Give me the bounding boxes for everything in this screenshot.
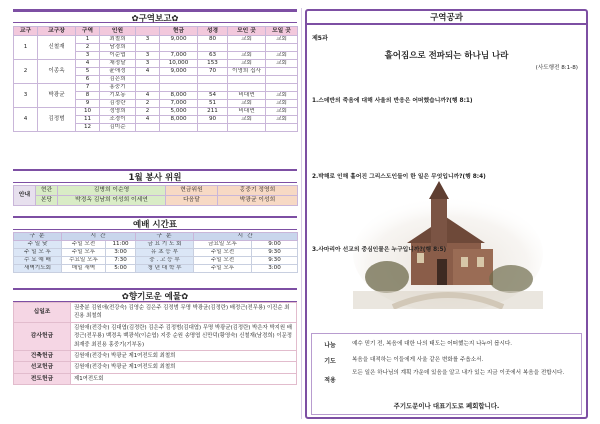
table-cell: 교회 <box>266 100 298 108</box>
offering-label: 건축헌금 <box>14 351 71 362</box>
table-cell <box>266 68 298 76</box>
table-row <box>14 84 298 92</box>
table-cell: 7 <box>76 84 100 92</box>
table-cell: 교회 <box>266 52 298 60</box>
table-cell: 주일 오후 <box>194 265 252 273</box>
table-cell: 2 <box>136 108 160 116</box>
lesson-application-box <box>311 333 582 415</box>
table-cell: 청 년 대 학 부 <box>136 265 194 273</box>
table-cell: 10,000 <box>160 60 198 68</box>
offering-row <box>14 351 297 362</box>
col-header: 시 간 <box>62 233 136 241</box>
volunteer-row <box>14 196 298 206</box>
volunteer-cell: 홍중기 정영희 <box>218 186 298 196</box>
offering-label: 십일조 <box>14 303 71 323</box>
table-cell: 최철희 <box>100 36 136 44</box>
offering-label: 전도헌금 <box>14 373 71 384</box>
table-cell: 3 <box>136 36 160 44</box>
volunteer-table <box>13 185 298 206</box>
table-cell: 4 <box>136 68 160 76</box>
table-row <box>14 257 298 265</box>
col-header: 교구장 <box>38 27 76 36</box>
offering-row <box>14 322 297 350</box>
table-cell <box>228 44 266 52</box>
lesson-panel <box>305 9 588 419</box>
volunteer-row <box>14 186 298 196</box>
prayer-label: 기도 <box>324 358 336 365</box>
col-header: 현금 <box>160 27 198 36</box>
table-cell: 90 <box>198 116 228 124</box>
col-header: 성경 <box>198 27 228 36</box>
table-cell: 2 <box>14 60 38 84</box>
table-cell <box>198 44 228 52</box>
volunteer-cell: 현금위원 <box>166 186 218 196</box>
table-cell: 9 <box>76 100 100 108</box>
col-header: 구 분 <box>136 233 194 241</box>
offering-table <box>13 302 297 385</box>
table-cell: 김정란 <box>100 100 136 108</box>
table-cell: 주일 오전 <box>62 241 106 249</box>
leaf-icon: ✿ <box>121 292 129 302</box>
prayer-text: 복음을 대적하는 이들에게 사울 같은 변화를 주옵소서. <box>352 357 484 363</box>
table-cell: 수 요 예 배 <box>14 257 62 265</box>
offering-names: 제1여전도회 <box>71 373 297 384</box>
table-cell: 수요일 오후 <box>62 257 106 265</box>
table-cell: 8,000 <box>160 92 198 100</box>
table-cell: 김정범 <box>38 108 76 132</box>
share-text: 예수 믿기 전, 복음에 대한 나의 태도는 어떠했는지 나누어 봅시다. <box>352 341 513 347</box>
table-cell: 1 <box>76 36 100 44</box>
table-cell <box>136 124 160 132</box>
table-cell: 유 초 등 부 <box>136 249 194 257</box>
leaf-icon: ✿ <box>181 292 189 302</box>
table-cell: 4 <box>14 108 38 132</box>
table-cell: 교회 <box>266 108 298 116</box>
table-cell <box>160 124 198 132</box>
table-cell: 3 <box>14 84 38 108</box>
table-cell: 9,000 <box>160 36 198 44</box>
flower-icon: ✿ <box>131 14 139 24</box>
table-cell: 교회 <box>228 116 266 124</box>
table-cell <box>266 44 298 52</box>
table-cell: 4 <box>76 60 100 68</box>
table-cell: 이영희 집사 <box>228 68 266 76</box>
question-1: 1.스데반의 죽음에 대해 사울의 반응은 어떠했습니까?(행 8:1) <box>312 98 473 104</box>
offering-names: 김원애(전강숙) 박광균 제1여전도회 최철희 <box>71 351 297 362</box>
table-cell: 이순엽 <box>100 52 136 60</box>
volunteer-cell: 박경옥 김남희 이성희 이세연 <box>58 196 166 206</box>
table-cell: 1 <box>14 36 38 60</box>
table-cell: 11:00 <box>106 241 136 249</box>
volunteer-cell: 다음달 <box>166 196 218 206</box>
col-header: 구역 <box>76 27 100 36</box>
table-cell: 교회 <box>266 92 298 100</box>
table-cell: 63 <box>198 52 228 60</box>
flower-icon: ✿ <box>171 14 179 24</box>
table-cell: 80 <box>198 36 228 44</box>
table-row <box>14 108 298 116</box>
table-cell: 2 <box>136 100 160 108</box>
volunteer-cell: 본당 <box>36 196 58 206</box>
table-cell: 금 요 기 도 회 <box>136 241 194 249</box>
offering-names: 김원애(전강숙) 김대엽(김정란) 김은주 김정범(김대엽) 무명 박광균(김정란) 박은자 박지원 배정근(전무룡) 백경옥 백광석(이순엽) 지중 순원 송명엽 신만덕(황영숙) 신철재(남경희) 이문정 최재중 최진용 홍중기(기부동) <box>71 322 297 350</box>
table-cell: 211 <box>198 108 228 116</box>
table-cell: 교회 <box>228 100 266 108</box>
table-cell: 주일 오후 <box>62 249 106 257</box>
table-cell: 홍중기 <box>100 84 136 92</box>
worship-header-row <box>14 233 298 241</box>
table-cell: 5,000 <box>160 108 198 116</box>
table-cell: 박광균 <box>38 84 76 108</box>
table-cell: 이종옥 <box>38 60 76 84</box>
table-cell: 9:30 <box>252 249 298 257</box>
table-cell: 9:30 <box>252 257 298 265</box>
table-row <box>14 241 298 249</box>
table-cell: 9,000 <box>160 68 198 76</box>
table-cell: 교회 <box>266 116 298 124</box>
table-cell: 153 <box>198 60 228 68</box>
offering-label: 선교헌금 <box>14 362 71 373</box>
table-cell: 9:00 <box>252 241 298 249</box>
table-cell: 3:00 <box>252 265 298 273</box>
table-cell: 11 <box>76 116 100 124</box>
share-label: 나눔 <box>324 342 336 349</box>
table-cell: 기보동 <box>100 92 136 100</box>
table-row <box>14 36 298 44</box>
table-cell: 주일 오전 <box>194 257 252 265</box>
table-cell: 교회 <box>266 36 298 44</box>
table-cell: 7,000 <box>160 100 198 108</box>
table-cell <box>160 44 198 52</box>
district-report-title: ✿구역보고✿ <box>13 9 297 23</box>
table-cell: 조경이 <box>100 116 136 124</box>
table-cell: 5 <box>76 68 100 76</box>
col-header: 인원 <box>100 27 136 36</box>
offering-title: ✿향기로운 예물✿ <box>13 288 297 302</box>
worship-schedule-table <box>13 232 298 273</box>
table-cell: 12 <box>76 124 100 132</box>
col-header: 교구 <box>14 27 38 36</box>
table-cell: 주 일 오 후 <box>14 249 62 257</box>
table-cell <box>266 84 298 92</box>
table-cell: 주 일 낮 <box>14 241 62 249</box>
table-cell <box>136 44 160 52</box>
table-cell: 김은희 <box>100 76 136 84</box>
offering-names: 권충분 김원애(전강숙) 김영순 김은주 김정범 무명 박광균(김정란) 배정근(전무룡) 이진순 최진용 최철희 <box>71 303 297 323</box>
question-3: 3.사마리아 선교의 중심인물은 누구입니까?(행 8:5) <box>312 247 447 253</box>
table-cell <box>228 76 266 84</box>
offering-row <box>14 362 297 373</box>
table-cell: 새벽기도회 <box>14 265 62 273</box>
table-cell: 4 <box>136 92 160 100</box>
table-cell: 3 <box>136 60 160 68</box>
lesson-reference: (사도행전 8:1-8) <box>535 65 578 71</box>
offering-row <box>14 303 297 323</box>
table-cell: 금요일 오후 <box>194 241 252 249</box>
table-cell <box>198 84 228 92</box>
col-header: 모일 곳 <box>266 27 298 36</box>
col-header: 시 간 <box>194 233 298 241</box>
district-header-row <box>14 27 298 36</box>
table-cell: 교회 <box>228 52 266 60</box>
table-cell <box>266 76 298 84</box>
table-cell: 김미순 <box>100 124 136 132</box>
table-row <box>14 60 298 68</box>
table-cell: 주일 오전 <box>194 249 252 257</box>
col-header: 모인 곳 <box>228 27 266 36</box>
table-cell: 2 <box>76 44 100 52</box>
table-cell: 신철재 <box>38 36 76 60</box>
table-row <box>14 265 298 273</box>
table-cell <box>136 84 160 92</box>
table-cell <box>198 124 228 132</box>
table-cell: 6 <box>76 76 100 84</box>
table-cell: 매일 새벽 <box>62 265 106 273</box>
volunteer-cell: 현관 <box>36 186 58 196</box>
volunteer-cell: 박광균 이성희 <box>218 196 298 206</box>
table-cell: 3 <box>76 52 100 60</box>
column-divider <box>301 8 302 419</box>
district-report-table <box>13 26 298 132</box>
table-row <box>14 249 298 257</box>
lesson-title: 흩어짐으로 전파되는 하나님 나라 <box>384 51 509 61</box>
table-cell <box>266 124 298 132</box>
volunteer-row-label: 안내 <box>14 186 36 206</box>
question-2: 2.박해로 인해 흩어진 그리스도인들이 한 일은 무엇입니까?(행 8:4) <box>312 174 486 180</box>
table-cell: 70 <box>198 68 228 76</box>
table-cell: 남경희 <box>100 44 136 52</box>
col-header <box>136 27 160 36</box>
offering-names: 김원애(전강숙) 박광균 제1여전도회 최철희 <box>71 362 297 373</box>
table-cell: 8 <box>76 92 100 100</box>
col-header: 구 분 <box>14 233 62 241</box>
table-cell <box>198 76 228 84</box>
apply-label: 적용 <box>324 377 336 384</box>
left-column <box>13 9 297 419</box>
table-cell: 4 <box>136 116 160 124</box>
table-cell: 51 <box>198 100 228 108</box>
table-cell: 비대면 <box>228 92 266 100</box>
table-cell: 3 <box>136 52 160 60</box>
table-cell: 교회 <box>228 36 266 44</box>
table-cell <box>228 84 266 92</box>
table-cell <box>136 76 160 84</box>
table-cell: 교회 <box>266 60 298 68</box>
table-cell: 비대면 <box>228 108 266 116</box>
table-cell <box>228 124 266 132</box>
worship-schedule-title: 예배 시간표 <box>13 216 297 230</box>
volunteer-cell: 김병희 이순영 <box>58 186 166 196</box>
table-cell <box>160 76 198 84</box>
table-cell: 윤애정 <box>100 68 136 76</box>
closing-note: 주기도문이나 대표기도로 폐회합니다. <box>393 402 500 410</box>
table-cell <box>160 84 198 92</box>
lesson-head: 구역공과 <box>307 11 586 25</box>
table-cell: 10 <box>76 108 100 116</box>
table-cell: 중 . 고 등 부 <box>136 257 194 265</box>
offering-label: 감사헌금 <box>14 322 71 350</box>
table-cell: 5:00 <box>106 265 136 273</box>
table-cell: 3:00 <box>106 249 136 257</box>
table-cell: 7:30 <box>106 257 136 265</box>
table-cell: 정영희 <box>100 108 136 116</box>
volunteer-title: 1월 봉사 위원 <box>13 169 297 183</box>
table-cell: 교회 <box>228 60 266 68</box>
offering-row <box>14 373 297 384</box>
table-cell: 채정달 <box>100 60 136 68</box>
table-cell: 54 <box>198 92 228 100</box>
table-cell: 8,000 <box>160 116 198 124</box>
lesson-number: 제5과 <box>312 35 328 42</box>
table-cell: 7,000 <box>160 52 198 60</box>
apply-text: 모든 일은 하나님의 계획 가운데 있음을 알고 내가 있는 지금 이곳에서 복음을 전합시다. <box>352 370 565 376</box>
